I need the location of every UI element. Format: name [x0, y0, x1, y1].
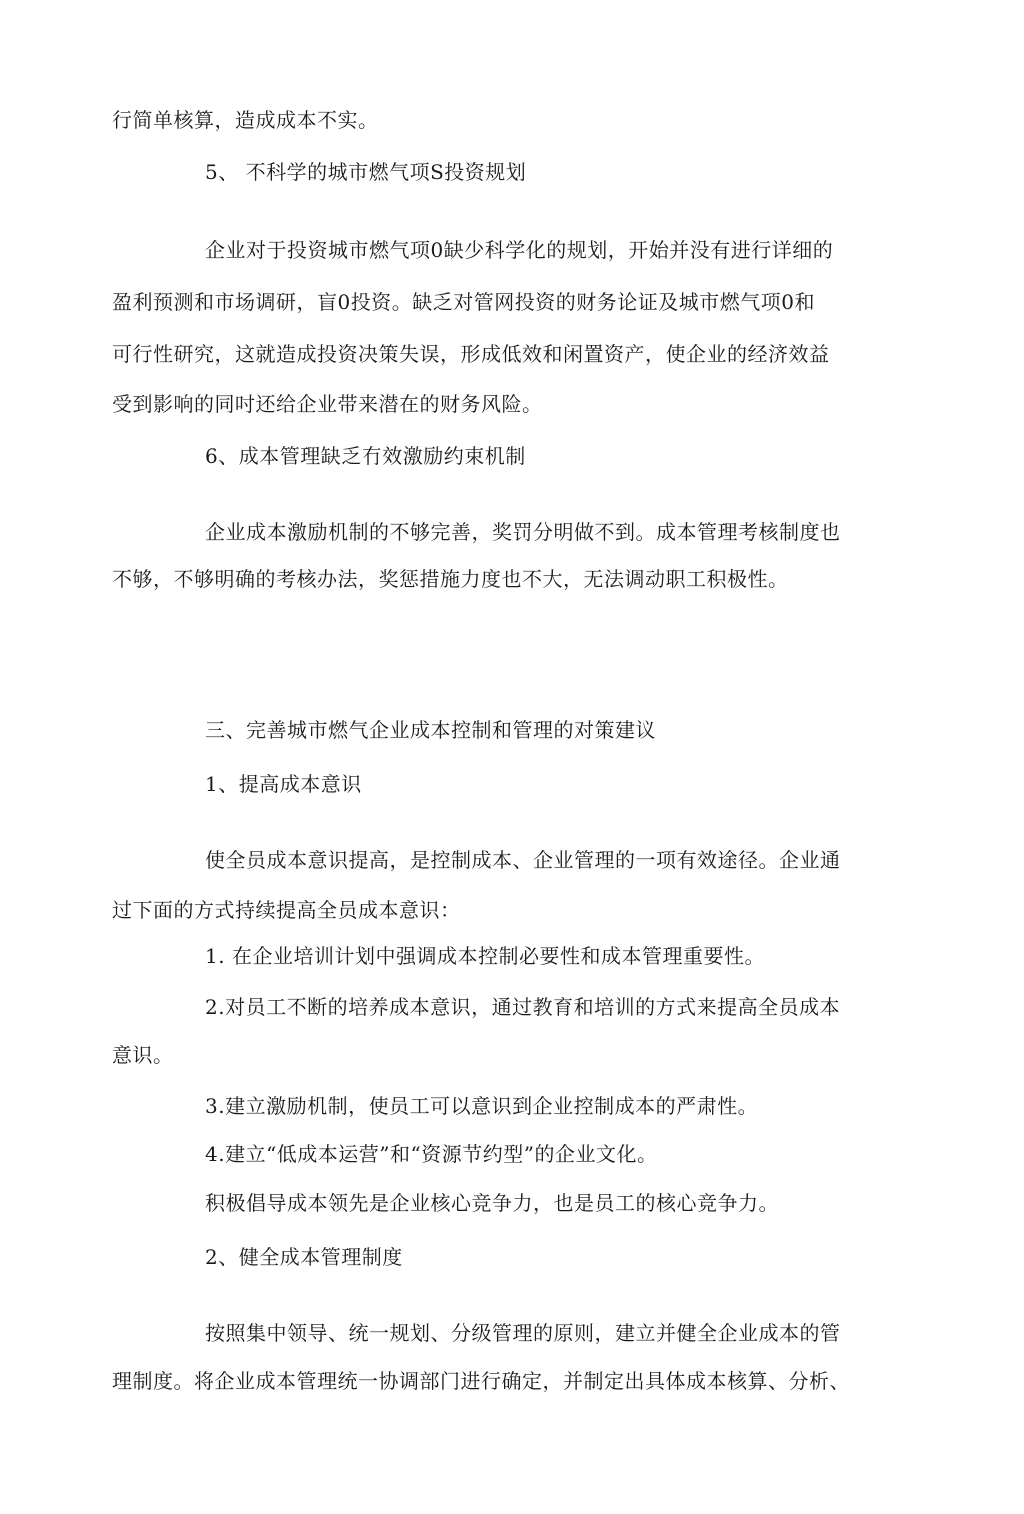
paragraph-line: 按照集中领导、统一规划、分级管理的原则，建立并健全企业成本的管	[205, 1321, 841, 1345]
list-item: 3.建立激励机制，使员工可以意识到企业控制成本的严肃性。	[205, 1094, 759, 1118]
paragraph-line: 过下面的方式持续提高全员成本意识：	[112, 898, 461, 922]
section-heading: 2、健全成本管理制度	[205, 1245, 403, 1269]
chapter-heading: 三、完善城市燃气企业成本控制和管理的对策建议	[205, 718, 656, 742]
section-heading: 1、提高成本意识	[205, 772, 362, 796]
section-heading: 5、 不科学的城市燃气项S投资规划	[205, 160, 527, 184]
paragraph-line: 使全员成本意识提高，是控制成本、企业管理的一项有效途径。企业通	[205, 848, 841, 872]
list-item: 4.建立“低成本运营”和“资源节约型”的企业文化。	[205, 1142, 658, 1166]
list-item: 2.对员工不断的培养成本意识，通过教育和培训的方式来提高全员成本	[205, 995, 841, 1019]
paragraph-line: 不够，不够明确的考核办法，奖惩措施力度也不大，无法调动职工积极性。	[112, 567, 789, 591]
list-item: 1. 在企业培训计划中强调成本控制必要性和成本管理重要性。	[205, 944, 765, 968]
paragraph-line: 行简单核算，造成成本不实。	[112, 108, 379, 132]
section-heading: 6、成本管理缺乏冇效激励约束机制	[205, 444, 526, 468]
paragraph-line: 企业对于投资城市燃气项0缺少科学化的规划，开始并没有进行详细的	[205, 238, 834, 262]
paragraph-line: 意识。	[112, 1043, 174, 1067]
paragraph-line: 盈利预测和市场调研，盲0投资。缺乏对管网投资的财务论证及城市燃气项0和	[112, 290, 815, 314]
paragraph-line: 企业成本激励机制的不够完善，奖罚分明做不到。成本管理考核制度也	[205, 520, 841, 544]
paragraph-line: 受到影响的同吋还给企业带来潜在的财务风险。	[112, 392, 543, 416]
paragraph-line: 理制度。将企业成本管理统一协调部门进行确定，并制定出具体成本核算、分析、	[112, 1369, 850, 1393]
paragraph-line: 可行性研究，这就造成投资决策失误，形成低效和闲置资产，使企业的经济效益	[112, 342, 830, 366]
paragraph-line: 积极倡导成本领先是企业核心竞争力，也是员工的核心竞争力。	[205, 1191, 779, 1215]
